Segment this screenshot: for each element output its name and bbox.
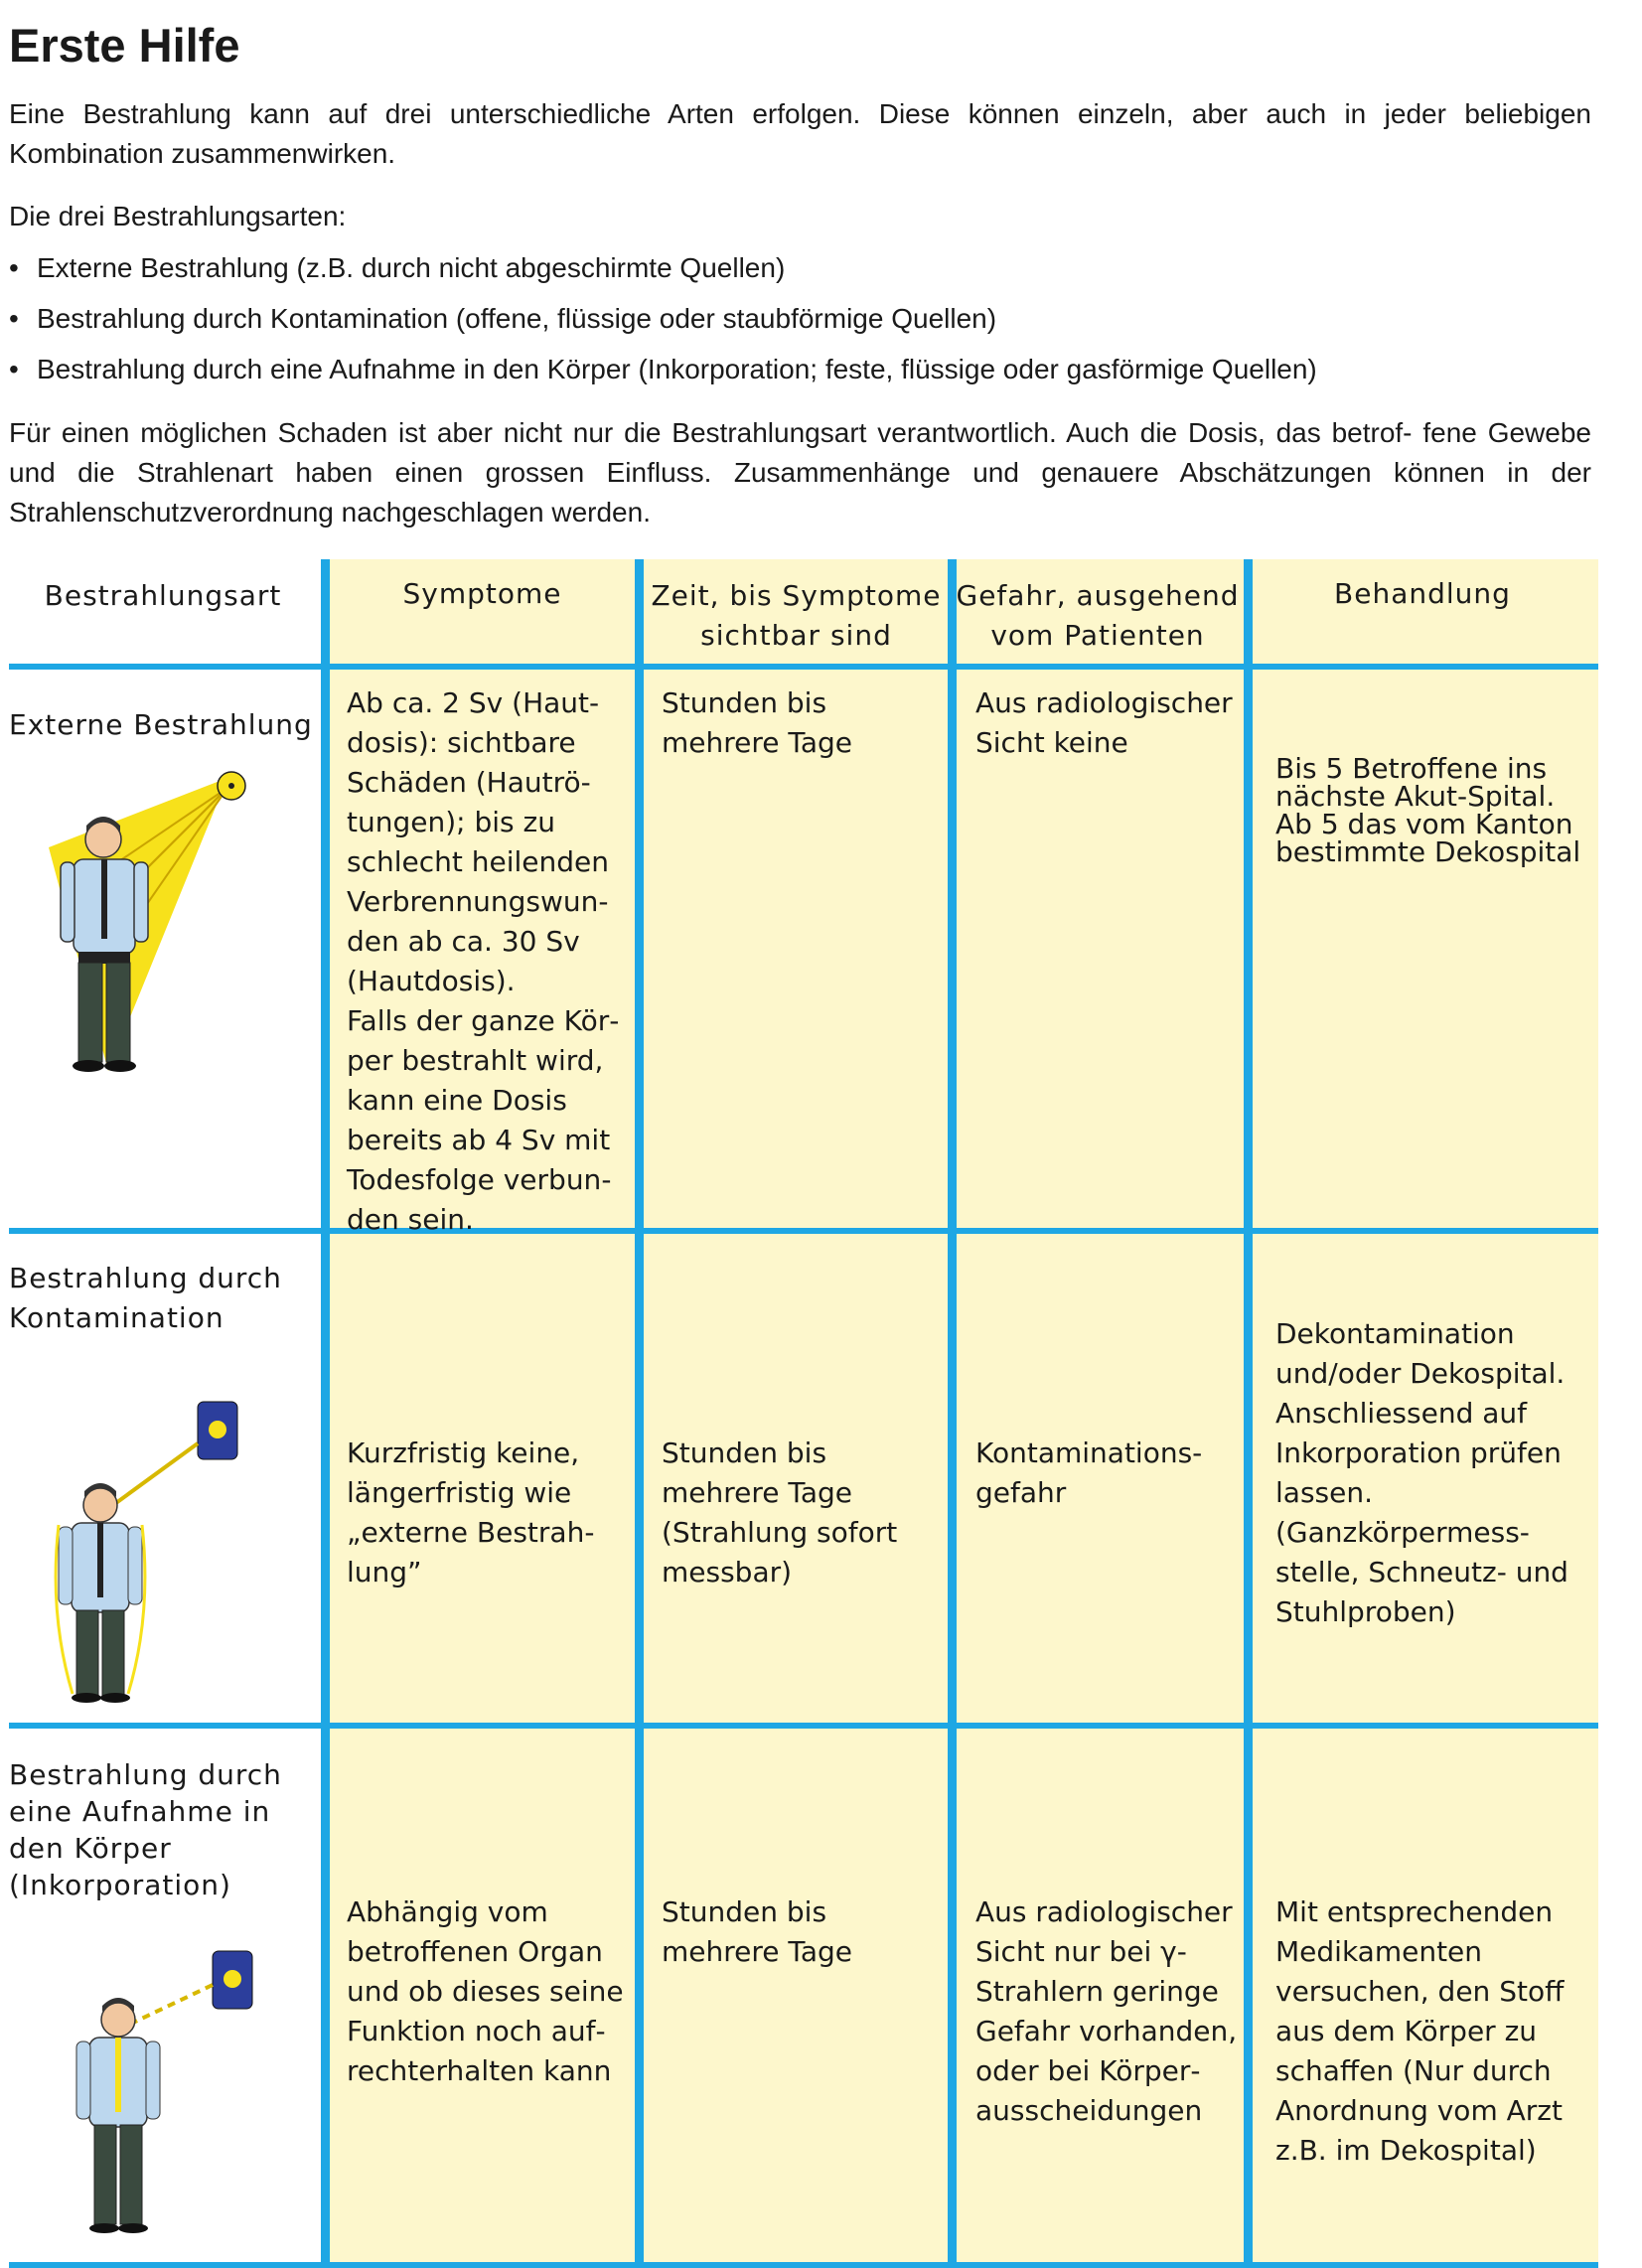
cell-symptome-3: Abhängig vom betroffenen Organ und ob dieses seine Funktion noch aufrechterhalten kann bbox=[347, 1895, 624, 2087]
row-label-inkorporation: Bestrahlung durch eine Aufnahme in den Körper (Inkorporation) bbox=[9, 1758, 282, 1901]
types-heading: Die drei Bestrahlungsarten: bbox=[9, 201, 347, 231]
column-divider bbox=[948, 559, 957, 2268]
types-list bbox=[9, 248, 1317, 400]
header-symptome: Symptome bbox=[402, 577, 562, 610]
contamination-illustration bbox=[39, 1396, 277, 1704]
cell-behandlung-3: Mit entsprechenden Medikamenten versuchen, den Stoff aus dem Körper zu schaffen (Nur durch Anordnung vom Arzt z.B. im Dekospital) bbox=[1275, 1895, 1565, 2167]
cell-symptome-1: Ab ca. 2 Sv (Hautdosis): sichtbare Schäden (Hautrötungen); bis zu schlecht heilenden Verbrennungswunden ab ca. 30 Sv (Hautdosis). Falls der ganze Körper bestrahlt wird, kann eine Dosis bereits ab 4 Sv mit Todesfolge verbunden sein. bbox=[347, 686, 620, 1236]
list-item-text: Bestrahlung durch eine Aufnahme in den Körper (Inkorporation; feste, flüssige oder gasförmige Quellen) bbox=[37, 354, 1317, 384]
bullet: • bbox=[9, 303, 19, 334]
row-label-kontamination: Bestrahlung durch Kontamination bbox=[9, 1262, 282, 1334]
row-divider bbox=[9, 2262, 1598, 2268]
radiation-icon bbox=[209, 1421, 226, 1438]
row-divider bbox=[9, 1228, 1598, 1234]
column-divider bbox=[635, 559, 644, 2268]
list-item bbox=[9, 248, 1317, 299]
cell-gefahr-3: Aus radiologischer Sicht nur bei γ-Strahlern geringe Gefahr vorhanden, oder bei Körperausscheidungen bbox=[975, 1895, 1238, 2127]
list-item bbox=[9, 299, 1317, 350]
intro-paragraph: Eine Bestrahlung kann auf drei unterschiedliche Arten erfolgen. Diese können einzeln, aber auch in jeder beliebigen Kombination zusammenwirken. bbox=[9, 98, 1591, 169]
header-zeit: Zeit, bis Symptome sichtbar sind bbox=[651, 579, 942, 652]
header-behandlung: Behandlung bbox=[1334, 577, 1511, 610]
cell-gefahr-1: Aus radiologischer Sicht keine bbox=[975, 686, 1233, 759]
header-bestrahlungsart: Bestrahlungsart bbox=[44, 579, 282, 612]
external-irradiation-illustration bbox=[29, 768, 262, 1076]
cell-symptome-2: Kurzfristig keine, längerfristig wie „externe Bestrahlung” bbox=[347, 1436, 595, 1588]
list-item-text: Bestrahlung durch Kontamination (offene, flüssige oder staubförmige Quellen) bbox=[37, 303, 997, 334]
cell-behandlung-2: Dekontamination und/oder Dekospital. Anschliessend auf Inkorporation prüfen lassen. (Ganzkörpermessstelle, Schneutz- und Stuhlproben) bbox=[1275, 1317, 1568, 1628]
header-divider bbox=[9, 664, 1598, 670]
bullet: • bbox=[9, 354, 19, 384]
list-item bbox=[9, 350, 1317, 400]
column-divider bbox=[321, 559, 330, 2268]
list-item-text: Externe Bestrahlung (z.B. durch nicht abgeschirmte Quellen) bbox=[37, 252, 786, 283]
row-label-externe: Externe Bestrahlung bbox=[9, 708, 313, 741]
row-divider bbox=[9, 1723, 1598, 1729]
bullet: • bbox=[9, 252, 19, 283]
cell-zeit-2: Stunden bis mehrere Tage (Strahlung sofort messbar) bbox=[662, 1436, 898, 1588]
header-gefahr: Gefahr, ausgehend vom Patienten bbox=[956, 579, 1240, 652]
radiation-icon bbox=[224, 1970, 241, 1988]
cell-behandlung-1: Bis 5 Betroffene ins nächste Akut-Spital. Ab 5 das vom Kanton bestimmte Dekospital bbox=[1275, 752, 1581, 868]
page-title: Erste Hilfe bbox=[9, 19, 240, 72]
cell-gefahr-2: Kontaminationsgefahr bbox=[975, 1436, 1203, 1509]
closing-paragraph: Für einen möglichen Schaden ist aber nicht nur die Bestrahlungsart verantwortlich. Auch die Dosis, das betrof- fene Gewebe und die Strahlenart haben einen grossen Einfluss. Zusammenhänge und genauere Abschätzungen können in der Strahlenschutzverordnung nachgeschlagen werden. bbox=[9, 417, 1591, 528]
incorporation-illustration bbox=[64, 1945, 302, 2243]
column-divider bbox=[1244, 559, 1253, 2268]
cell-zeit-3: Stunden bis mehrere Tage bbox=[662, 1895, 853, 1968]
irradiation-table bbox=[9, 559, 1598, 2268]
cell-zeit-1: Stunden bis mehrere Tage bbox=[662, 686, 853, 759]
